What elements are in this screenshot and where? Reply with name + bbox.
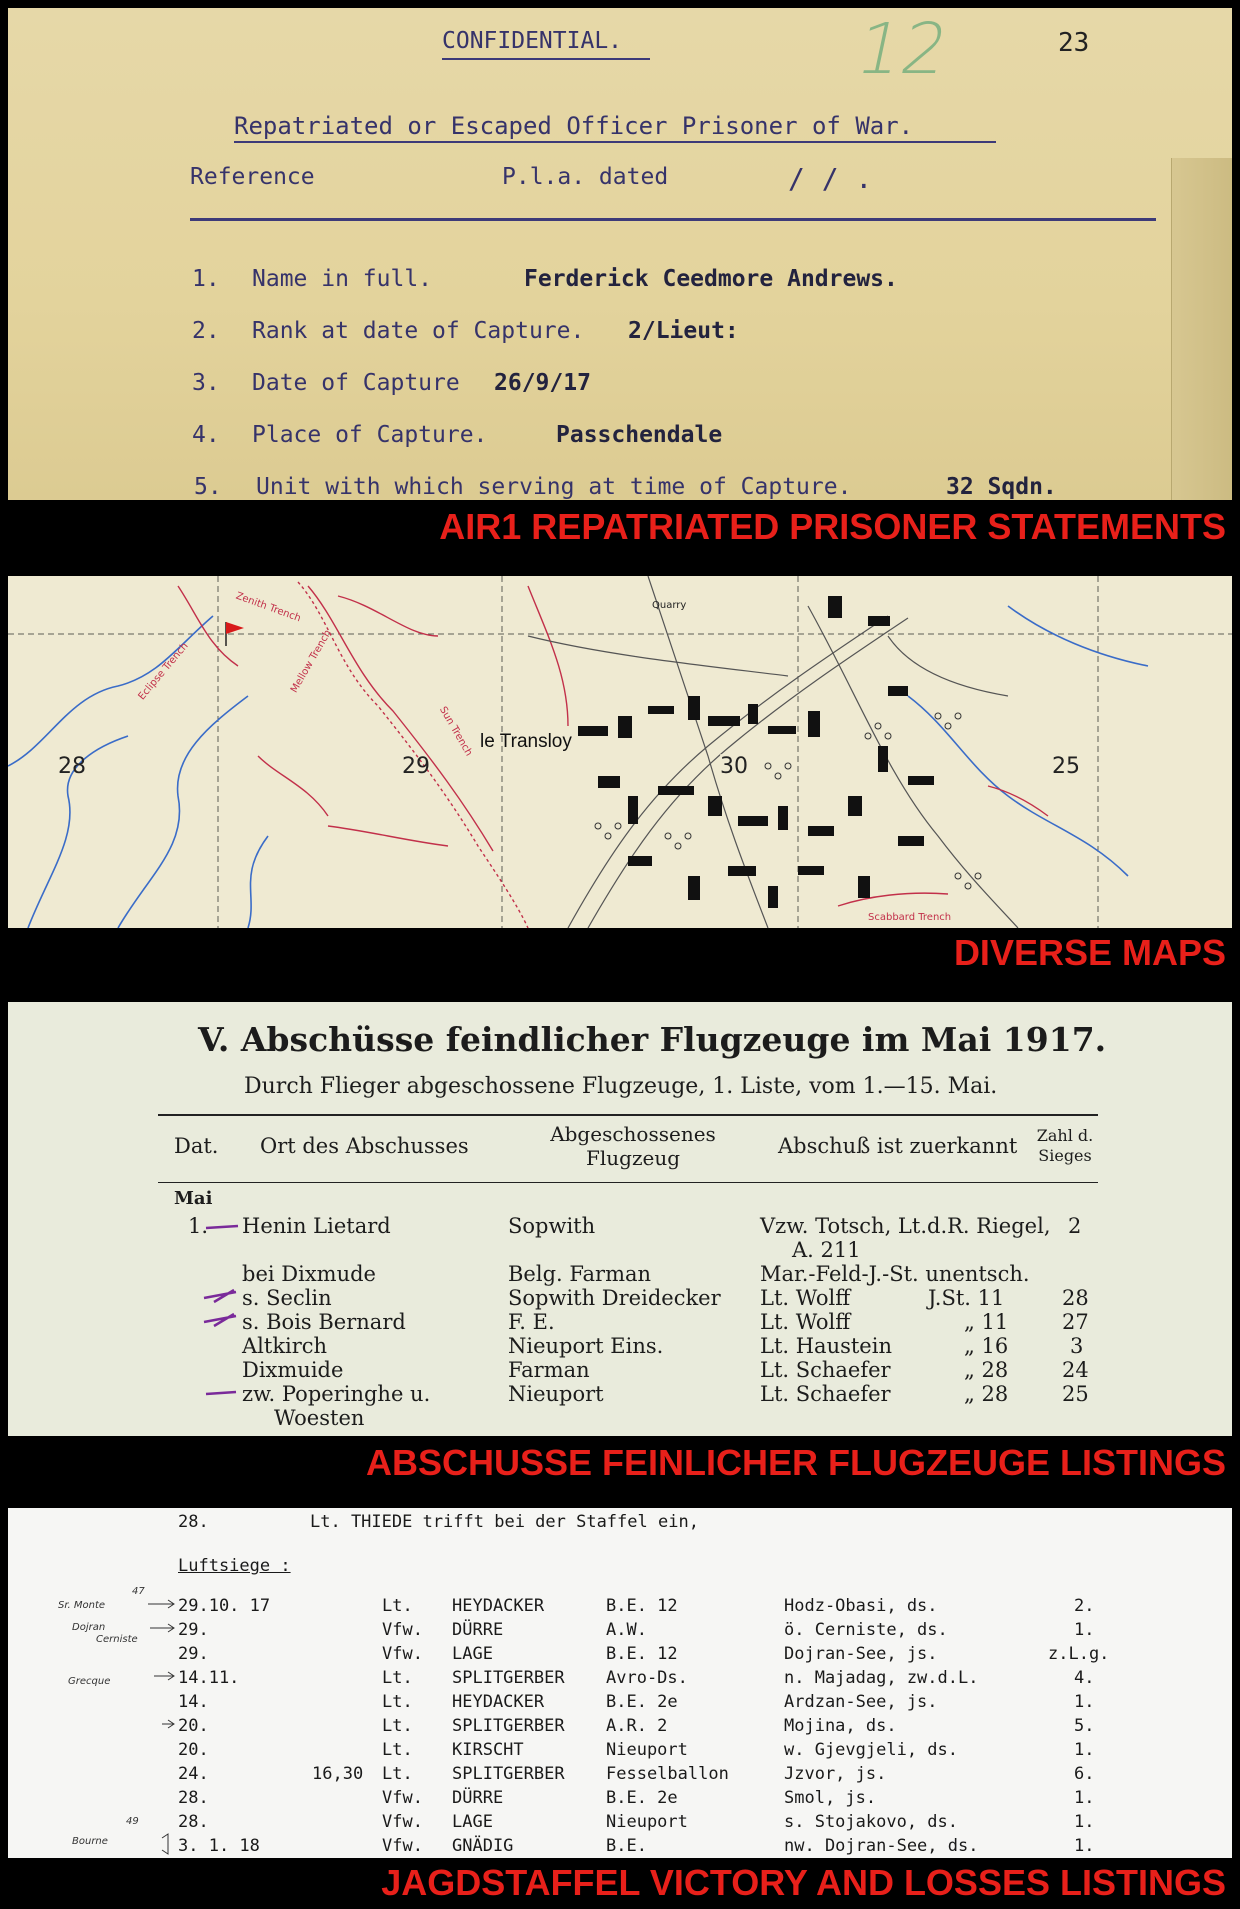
row-num: 2. (1074, 1596, 1095, 1616)
row-date: 1. (188, 1214, 209, 1238)
map-label: Eclipse Trench (136, 640, 191, 703)
row-aircraft: Farman (508, 1358, 590, 1382)
row-place: s. Stojakovo, ds. (784, 1812, 958, 1832)
row-name: HEYDACKER (452, 1596, 545, 1616)
row-aircraft: A.R. 2 (606, 1716, 668, 1736)
margin-arrows (8, 1508, 208, 1858)
row-aircraft: Nieuport Eins. (508, 1334, 664, 1358)
row-place: Henin Lietard (242, 1214, 391, 1238)
field-value-place: Passchendale (556, 422, 723, 448)
row-rank: Vfw. (382, 1620, 423, 1640)
row-place: n. Majadag, zw.d.L. (784, 1668, 979, 1688)
row-place: bei Dixmude (242, 1262, 376, 1286)
row-name: SPLITGERBER (452, 1668, 565, 1688)
margin-note: Dojran (72, 1622, 106, 1633)
map-label: Scabbard Trench (868, 912, 952, 923)
map-roads (528, 576, 1018, 928)
row-aircraft: Nieuport (606, 1812, 688, 1832)
form-title: Repatriated or Escaped Officer Prisoner of War. (234, 112, 914, 140)
row-aircraft: Avro-Ds. (606, 1668, 688, 1688)
caption-jagdstaffel: JAGDSTAFFEL VICTORY AND LOSSES LISTINGS (381, 1862, 1226, 1903)
grid-number: 28 (58, 754, 86, 779)
row-place: Altkirch (242, 1334, 328, 1358)
row-victory: 2 (1068, 1214, 1082, 1238)
row-num: 6. (1074, 1764, 1095, 1784)
paper-edge (1171, 158, 1232, 500)
row-victory: 3 (1070, 1334, 1084, 1358)
field-label: Date of Capture (252, 370, 460, 396)
pla-label: P.l.a. dated (502, 164, 669, 190)
row-place: Dojran-See, js. (784, 1644, 938, 1664)
row-date: 29.10. 17 (178, 1596, 271, 1616)
row-name: GNÄDIG (452, 1836, 514, 1856)
row-date: 20. (178, 1740, 209, 1760)
field-label: Unit with which serving at time of Capture. (256, 474, 852, 500)
field-value-date: 26/9/17 (494, 370, 591, 396)
map-label: Zenith Trench (234, 590, 303, 625)
row-rank: Lt. (382, 1764, 413, 1784)
page-number: 23 (1058, 28, 1090, 58)
jagdstaffel-listing-image (8, 1508, 1232, 1858)
row-name: KIRSCHT (452, 1740, 524, 1760)
row-place: nw. Dojran-See, ds. (784, 1836, 979, 1856)
row-date: 14. (178, 1692, 209, 1712)
row-aircraft: B.E. 12 (606, 1644, 678, 1664)
title-underline (234, 141, 996, 143)
row-name: LAGE (452, 1644, 493, 1664)
caption-prisoner-statements: AIR1 REPATRIATED PRISONER STATEMENTS (439, 506, 1226, 547)
row-place: zw. Poperinghe u. (242, 1382, 431, 1406)
margin-note: 47 (132, 1586, 145, 1597)
intro-text: Lt. THIEDE trifft bei der Staffel ein, (310, 1512, 699, 1532)
row-num: 1. (1074, 1620, 1095, 1640)
intro-date: 28. (178, 1512, 209, 1532)
row-place: ö. Cerniste, ds. (784, 1620, 948, 1640)
row-aircraft: B.E. (606, 1836, 647, 1856)
map-label: Quarry (652, 600, 687, 611)
confidential-header: CONFIDENTIAL. (442, 28, 623, 54)
row-rank: Vfw. (382, 1644, 423, 1664)
row-aircraft: F. E. (508, 1310, 555, 1334)
margin-note: Bourne (72, 1836, 108, 1847)
row-victory: 25 (1062, 1382, 1089, 1406)
row-unit: „ 28 (964, 1358, 1009, 1382)
row-num: 1. (1074, 1812, 1095, 1832)
month-label: Mai (174, 1188, 213, 1209)
separator-line (190, 218, 1156, 221)
row-unit: J.St. 11 (928, 1286, 1005, 1310)
header-underline (442, 58, 650, 60)
row-rank: Lt. (382, 1716, 413, 1736)
row-victory: 28 (1062, 1286, 1089, 1310)
row-credited: A. 211 (792, 1238, 861, 1262)
caption-abschusse: ABSCHUSSE FEINLICHER FLUGZEUGE LISTINGS (365, 1442, 1226, 1483)
map-label: Sun Trench (437, 704, 475, 759)
row-victory: 24 (1062, 1358, 1089, 1382)
row-credited: Vzw. Totsch, Lt.d.R. Riegel, (760, 1214, 1051, 1238)
row-rank: Vfw. (382, 1812, 423, 1832)
row-place: w. Gjevgjeli, ds. (784, 1740, 958, 1760)
row-name: DÜRRE (452, 1620, 504, 1640)
listing-subtitle: Durch Flieger abgeschossene Flugzeuge, 1. Liste, vom 1.—15. Mai. (244, 1074, 998, 1099)
reference-label: Reference (190, 164, 315, 190)
field-label: Place of Capture. (252, 422, 488, 448)
row-num: 5. (1074, 1716, 1095, 1736)
row-unit: „ 28 (964, 1382, 1009, 1406)
row-name: SPLITGERBER (452, 1764, 565, 1784)
row-rank: Lt. (382, 1740, 413, 1760)
field-label: Rank at date of Capture. (252, 318, 585, 344)
row-place: Smol, js. (784, 1788, 877, 1808)
row-credited: Mar.-Feld-J.-St. unentsch. (760, 1262, 1030, 1286)
map-label: Mellow Trench (288, 628, 334, 695)
row-place: s. Seclin (242, 1286, 332, 1310)
grid-number: 29 (402, 754, 430, 779)
prisoner-statement-image (8, 8, 1232, 500)
row-credited: Lt. Schaefer (760, 1358, 891, 1382)
row-date: 28. (178, 1812, 209, 1832)
row-rank: Vfw. (382, 1788, 423, 1808)
row-credited: Lt. Wolff (760, 1310, 851, 1334)
field-num: 3. (192, 370, 220, 396)
caption-maps: DIVERSE MAPS (953, 932, 1226, 973)
col-header-victory: Zahl d. Sieges (1036, 1126, 1094, 1165)
row-name: HEYDACKER (452, 1692, 545, 1712)
abschusse-listing-image (8, 1002, 1232, 1436)
row-aircraft: Sopwith Dreidecker (508, 1286, 721, 1310)
village-buildings (578, 596, 934, 908)
row-date: 20. (178, 1716, 209, 1736)
field-value-name: Ferderick Ceedmore Andrews. (524, 266, 898, 292)
pen-marks (8, 1002, 1232, 1436)
row-time: 16,30 (312, 1764, 364, 1784)
row-aircraft: A.W. (606, 1620, 647, 1640)
date-blank: / / . (788, 162, 873, 195)
row-place: Woesten (274, 1406, 365, 1430)
row-rank: Lt. (382, 1596, 413, 1616)
row-num: 1. (1074, 1740, 1095, 1760)
row-date: 24. (178, 1764, 209, 1784)
margin-note: Cerniste (96, 1634, 138, 1645)
row-num: 1. (1074, 1692, 1095, 1712)
field-num: 1. (192, 266, 220, 292)
trench-map-image (8, 576, 1232, 928)
grid-number: 30 (720, 754, 748, 779)
row-place: Dixmuide (242, 1358, 344, 1382)
field-num: 5. (194, 474, 222, 500)
field-label: Name in full. (252, 266, 433, 292)
row-rank: Lt. (382, 1668, 413, 1688)
map-svg (8, 576, 1232, 928)
row-aircraft: B.E. 2e (606, 1788, 678, 1808)
row-place: Mojina, ds. (784, 1716, 897, 1736)
section-heading: Luftsiege : (178, 1556, 291, 1576)
row-place: Hodz-Obasi, ds. (784, 1596, 938, 1616)
row-victory: 27 (1062, 1310, 1089, 1334)
row-date: 29. (178, 1620, 209, 1640)
row-aircraft: B.E. 12 (606, 1596, 678, 1616)
field-value-unit: 32 Sqdn. (946, 474, 1057, 500)
row-date: 28. (178, 1788, 209, 1808)
place-name: le Transloy (480, 731, 572, 752)
col-header-date: Dat. (174, 1134, 219, 1158)
handwritten-mark: 12 (849, 8, 956, 90)
row-num: z.L.g. (1048, 1644, 1110, 1664)
row-credited: Lt. Haustein (760, 1334, 892, 1358)
row-unit: „ 16 (964, 1334, 1009, 1358)
margin-note: Grecque (68, 1676, 111, 1687)
row-date: 29. (178, 1644, 209, 1664)
row-aircraft: B.E. 2e (606, 1692, 678, 1712)
row-place: Ardzan-See, js. (784, 1692, 938, 1712)
row-name: SPLITGERBER (452, 1716, 565, 1736)
row-date: 14.11. (178, 1668, 240, 1688)
field-num: 2. (192, 318, 220, 344)
row-name: DÜRRE (452, 1788, 504, 1808)
listing-title: V. Abschüsse feindlicher Flugzeuge im Mai 1917. (198, 1020, 1107, 1059)
row-aircraft: Nieuport (508, 1382, 604, 1406)
row-rank: Vfw. (382, 1836, 423, 1856)
row-date: 3. 1. 18 (178, 1836, 260, 1856)
row-aircraft: Sopwith (508, 1214, 596, 1238)
row-num: 1. (1074, 1788, 1095, 1808)
col-header-place: Ort des Abschusses (260, 1134, 469, 1158)
col-header-aircraft: Abgeschossenes Flugzeug (550, 1122, 716, 1170)
col-header-credited: Abschuß ist zuerkannt (778, 1134, 1018, 1158)
row-unit: „ 11 (964, 1310, 1009, 1334)
row-aircraft: Fesselballon (606, 1764, 729, 1784)
row-name: LAGE (452, 1812, 493, 1832)
row-num: 4. (1074, 1668, 1095, 1688)
field-value-rank: 2/Lieut: (628, 318, 739, 344)
field-num: 4. (192, 422, 220, 448)
row-rank: Lt. (382, 1692, 413, 1712)
margin-note: 49 (126, 1816, 139, 1827)
row-num: 1. (1074, 1836, 1095, 1856)
row-credited: Lt. Wolff (760, 1286, 851, 1310)
row-aircraft: Nieuport (606, 1740, 688, 1760)
grid-number: 25 (1052, 754, 1080, 779)
row-credited: Lt. Schaefer (760, 1382, 891, 1406)
margin-note: Sr. Monte (58, 1600, 106, 1611)
row-place: Jzvor, js. (784, 1764, 887, 1784)
row-aircraft: Belg. Farman (508, 1262, 652, 1286)
row-place: s. Bois Bernard (242, 1310, 406, 1334)
